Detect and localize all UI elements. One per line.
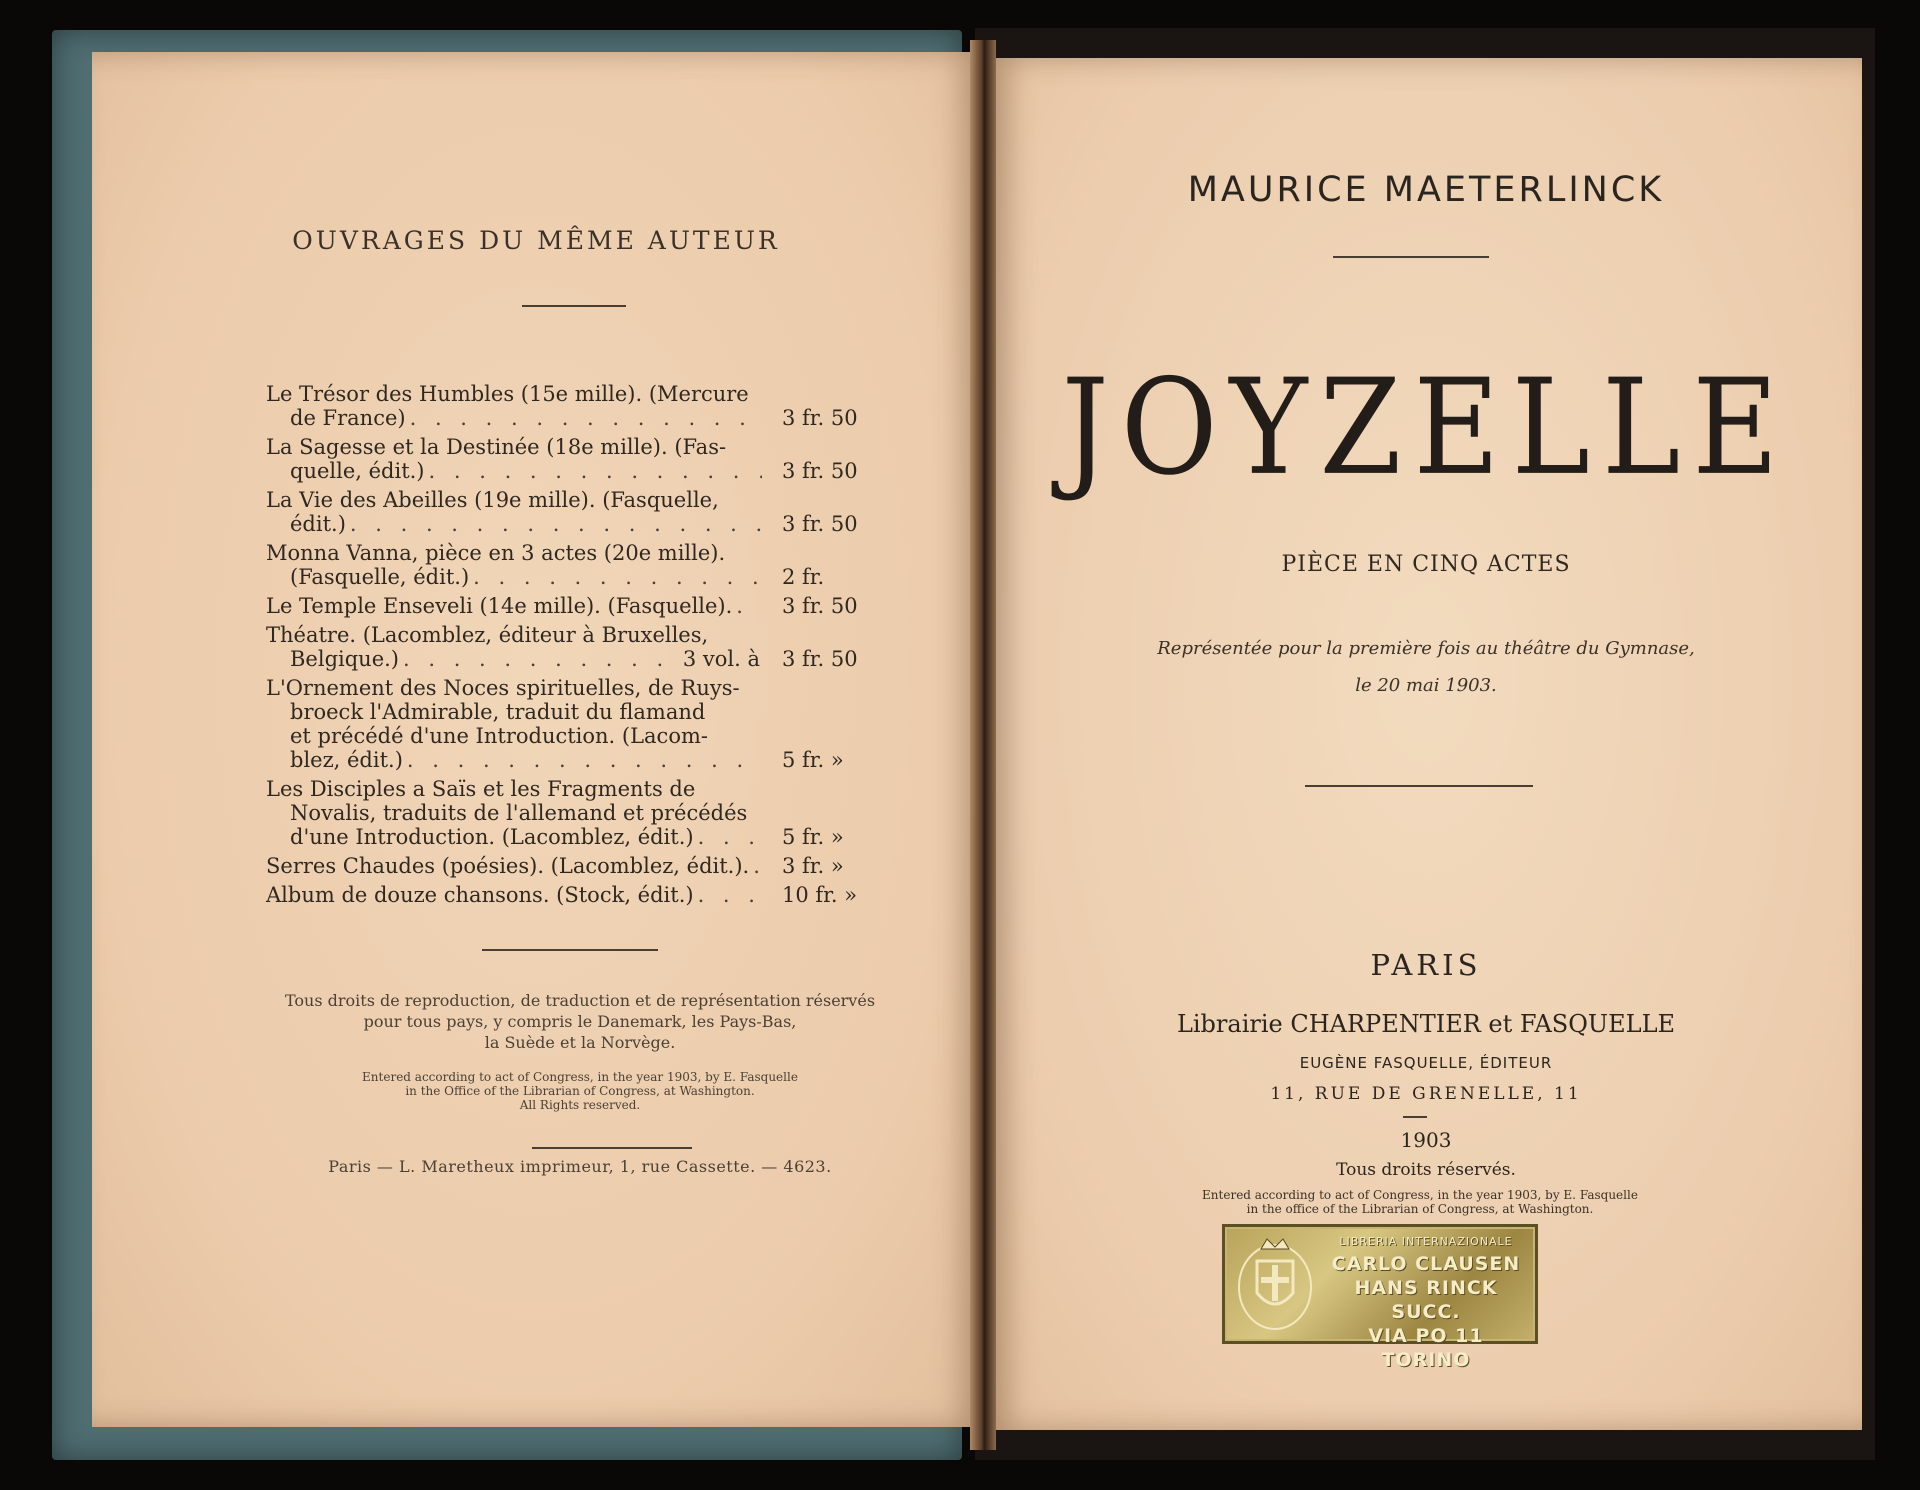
copyright-line: in the office of the Librarian of Congress, at Washington. [1246, 1202, 1594, 1216]
divider-rule [1305, 785, 1533, 787]
publication-year: 1903 [1400, 1128, 1452, 1152]
work-price: 2 fr. [782, 565, 825, 589]
works-list-title: OUVRAGES DU MÊME AUTEUR [292, 226, 780, 255]
work-volumes: 3 vol. à [682, 647, 760, 671]
works-list [266, 382, 886, 912]
publication-city: PARIS [1370, 948, 1482, 982]
label-line: LIBRERIA INTERNAZIONALE [1339, 1235, 1513, 1248]
divider-rule [532, 1147, 692, 1149]
work-line: Le Temple Enseveli (14e mille). (Fasquelle). [266, 594, 733, 618]
divider-rule [482, 949, 658, 951]
copyright-line: in the Office of the Librarian of Congress, at Washington. [405, 1084, 755, 1098]
copyright-line: Entered according to act of Congress, in the year 1903, by E. Fasquelle [362, 1070, 798, 1084]
work-entry [266, 854, 886, 878]
publisher-address: 11, RUE DE GRENELLE, 11 [1270, 1084, 1582, 1104]
work-line: Novalis, traduits de l'allemand et précédés [290, 801, 748, 825]
dot-leader [350, 512, 762, 536]
dot-leader [410, 406, 762, 430]
work-line: Album de douze chansons. (Stock, édit.) [266, 883, 694, 907]
publisher-name: Librairie CHARPENTIER et FASQUELLE [1176, 1010, 1676, 1038]
rights-notice [240, 990, 920, 1053]
dot-leader [698, 883, 762, 907]
work-line: Théatre. (Lacomblez, éditeur à Bruxelles, [266, 623, 709, 647]
work-line: La Vie des Abeilles (19e mille). (Fasquelle, [266, 488, 719, 512]
copyright-notice-right [1130, 1188, 1710, 1216]
bookseller-text [1321, 1235, 1531, 1372]
rights-line: la Suède et la Norvège. [484, 1033, 676, 1052]
work-entry [266, 488, 886, 536]
work-price: 3 fr. » [782, 854, 844, 878]
copyright-line: All Rights reserved. [519, 1098, 641, 1112]
coat-of-arms-icon [1233, 1235, 1317, 1333]
work-entry [266, 541, 886, 589]
dot-leader [473, 565, 762, 589]
work-entry [266, 623, 886, 671]
work-line: La Sagesse et la Destinée (18e mille). (Fas- [266, 435, 727, 459]
work-entry [266, 382, 886, 430]
work-line: Le Trésor des Humbles (15e mille). (Mercure [266, 382, 749, 406]
dot-leader [736, 594, 762, 618]
work-line: Belgique.) [290, 647, 399, 671]
label-line: HANS RINCK SUCC. [1354, 1277, 1498, 1323]
label-line: CARLO CLAUSEN [1331, 1253, 1521, 1275]
work-line: d'une Introduction. (Lacomblez, édit.) [290, 825, 694, 849]
work-line: (Fasquelle, édit.) [290, 565, 470, 589]
work-price: 5 fr. » [782, 825, 844, 849]
dot-leader [429, 459, 762, 483]
rights-reserved: Tous droits réservés. [1336, 1160, 1516, 1180]
work-entry [266, 594, 886, 618]
editor-name: EUGÈNE FASQUELLE, ÉDITEUR [1299, 1054, 1553, 1072]
divider-rule [1403, 1116, 1427, 1118]
work-price: 3 fr. 50 [782, 406, 858, 430]
work-price: 10 fr. » [782, 883, 858, 907]
work-line: et précédé d'une Introduction. (Lacom- [290, 724, 708, 748]
dot-leader [403, 647, 679, 671]
work-entry [266, 676, 886, 772]
work-entry [266, 883, 886, 907]
premiere-note [990, 630, 1862, 704]
work-line: de France) [290, 406, 406, 430]
work-entry [266, 777, 886, 849]
work-line: broeck l'Admirable, traduit du flamand [290, 700, 706, 724]
copyright-notice-left [270, 1070, 890, 1112]
work-price: 3 fr. 50 [782, 459, 858, 483]
work-line: quelle, édit.) [290, 459, 425, 483]
dot-leader [698, 825, 762, 849]
bookseller-label [1222, 1224, 1538, 1371]
label-line: VIA PO 11 TORINO [1368, 1325, 1484, 1371]
book-subtitle: PIÈCE EN CINQ ACTES [1281, 552, 1571, 577]
rights-line: pour tous pays, y compris le Danemark, les Pays-Bas, [363, 1012, 797, 1031]
author-name: MAURICE MAETERLINCK [1187, 170, 1665, 210]
work-line: Serres Chaudes (poésies). (Lacomblez, édit.). [266, 854, 750, 878]
premiere-line: le 20 mai 1903. [1355, 675, 1497, 696]
dot-leader [753, 854, 762, 878]
dot-leader [407, 748, 762, 772]
work-price: 3 fr. 50 [782, 647, 858, 671]
work-line: L'Ornement des Noces spirituelles, de Ruys- [266, 676, 740, 700]
rights-line: Tous droits de reproduction, de traduction et de représentation réservés [284, 991, 876, 1010]
work-line: Monna Vanna, pièce en 3 actes (20e mille). [266, 541, 726, 565]
work-price: 3 fr. 50 [782, 594, 858, 618]
work-line: blez, édit.) [290, 748, 403, 772]
printer-imprint: Paris — L. Maretheux imprimeur, 1, rue Cassette. — 4623. [328, 1157, 832, 1176]
work-price: 5 fr. » [782, 748, 844, 772]
divider-rule [1333, 256, 1489, 258]
work-line: édit.) [290, 512, 346, 536]
premiere-line: Représentée pour la première fois au théâtre du Gymnase, [1157, 638, 1695, 659]
book-title: JOYZELLE [1061, 349, 1791, 505]
work-entry [266, 435, 886, 483]
work-price: 3 fr. 50 [782, 512, 858, 536]
divider-rule [522, 305, 626, 307]
copyright-line: Entered according to act of Congress, in the year 1903, by E. Fasquelle [1202, 1188, 1638, 1202]
work-line: Les Disciples a Saïs et les Fragments de [266, 777, 696, 801]
